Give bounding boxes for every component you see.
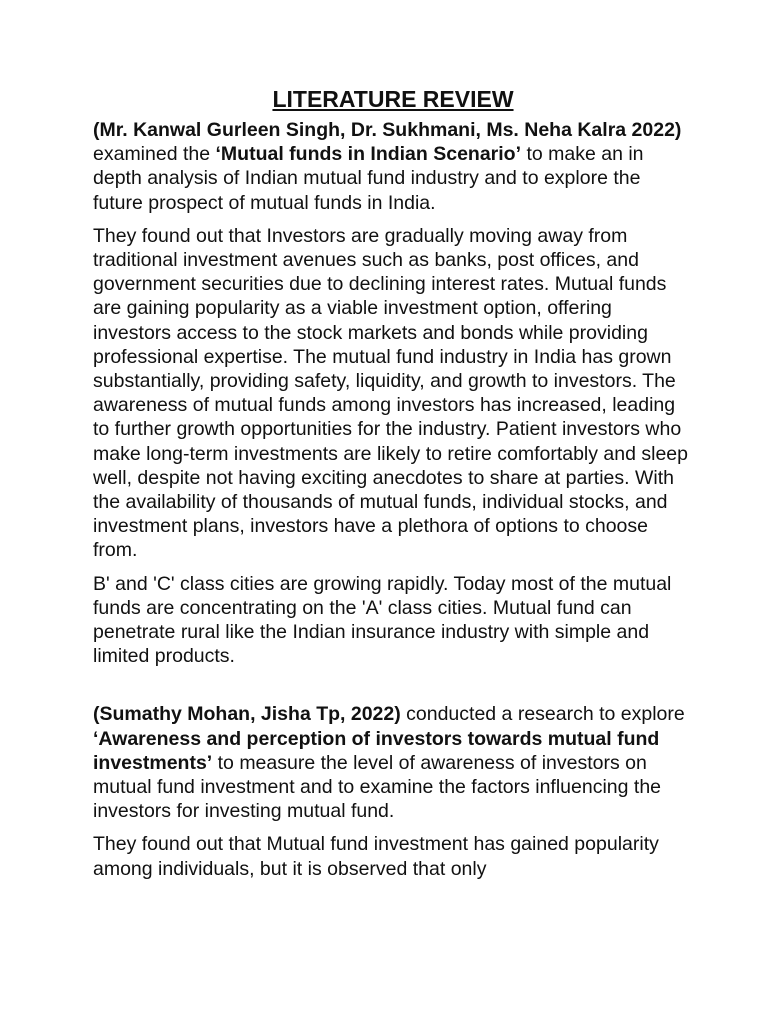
review-2-topic: ‘Awareness and perception of investors towards mutual fund investments’ [93, 727, 660, 774]
review-1-intro [93, 118, 693, 215]
review-2-citation: (Sumathy Mohan, Jisha Tp, 2022) [93, 703, 401, 726]
review-1-topic: ‘Mutual funds in Indian Scenario’ [215, 143, 522, 166]
review-1-citation: (Mr. Kanwal Gurleen Singh, Dr. Sukhmani, Ms. Neha Kalra 2022) [93, 119, 682, 141]
review-2-verb: conducted a research to explore [400, 703, 685, 726]
review-1-verb: examined the [93, 143, 216, 166]
section-gap [93, 677, 693, 702]
review-1-extra: B' and 'C' class cities are growing rapidly. Today most of the mutual funds are concentrating on the 'A' class cities. Mutual fund can penetrate rural like the Indian insurance industry with simple and limited products. [93, 572, 672, 668]
review-1-findings: They found out that Investors are gradually moving away from traditional investment avenues such as banks, post offices, and government securities due to declining interest rates. Mutual funds are gaining popularity as a viable investment option, offering investors access to the stock markets and bonds while providing professional expertise. The mutual fund industry in India has grown substantially, providing safety, liquidity, and growth to investors. The awareness of mutual funds among investors has increased, leading to further growth opportunities for the industry. Patient investors who make long-term investments are likely to retire comfortably and sleep well, despite not having exciting anecdotes to share at parties. With the availability of thousands of mutual funds, individual stocks, and investment plans, investors have a plethora of options to choose from. [93, 224, 688, 562]
review-2-findings: They found out that Mutual fund investment has gained popularity among individuals, but it is observed that only [93, 833, 659, 880]
document-page [93, 84, 693, 890]
review-1-purpose: to make an in depth analysis of Indian mutual fund industry and to explore the future prospect of mutual funds in India. [93, 143, 644, 214]
page-title: LITERATURE REVIEW [272, 86, 514, 112]
review-2-purpose: to measure the level of awareness of investors on mutual fund investment and to examine the factors influencing the investors for investing mutual fund. [93, 751, 662, 823]
review-2-intro [93, 702, 693, 823]
